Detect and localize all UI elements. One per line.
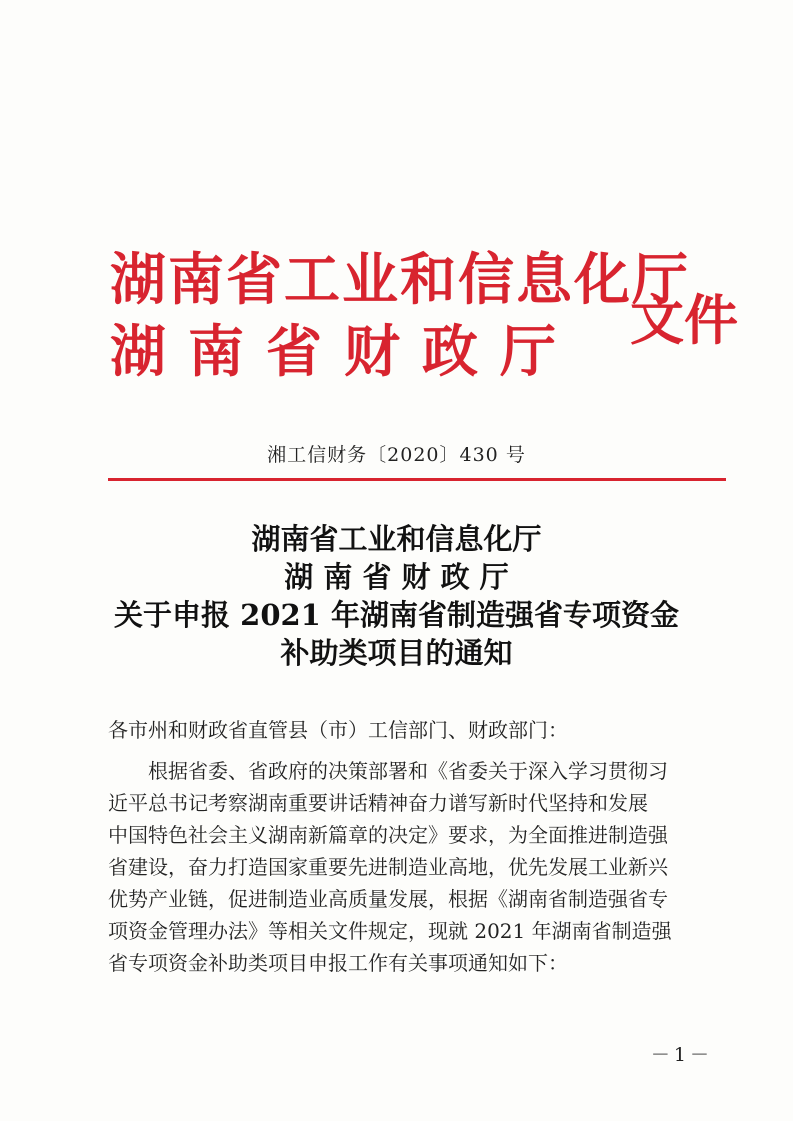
issuer-name-2-char: 政 xyxy=(422,319,478,385)
title-line: 补助类项目的通知 xyxy=(280,636,513,670)
addressee: 各市州和财政省直管县（市）工信部门、财政部门： xyxy=(108,718,568,742)
issuer-name-2-char: 南 xyxy=(188,319,244,385)
issuer-name-2-char: 财 xyxy=(344,319,400,385)
page-number: －1－ xyxy=(650,1044,713,1066)
title-line: 关于申报 2021 年湖南省制造强省专项资金 xyxy=(114,598,679,632)
issuer-name-2-char: 厅 xyxy=(500,319,556,385)
body-line: 中国特色社会主义湖南新篇章的决定》要求，为全面推进制造强 xyxy=(108,823,668,847)
issuer-name-2-char: 省 xyxy=(266,319,322,385)
body-line: 省建设，奋力打造国家重要先进制造业高地，优先发展工业新兴 xyxy=(108,855,668,879)
issuer-suffix: 文件 xyxy=(630,288,738,352)
title-line: 湖 南 省 财 政 厅 xyxy=(284,560,509,594)
body-line: 项资金管理办法》等相关文件规定，现就 2021 年湖南省制造强 xyxy=(108,919,672,943)
body-line: 近平总书记考察湖南重要讲话精神奋力谱写新时代坚持和发展 xyxy=(108,791,648,815)
red-divider xyxy=(108,478,726,481)
document-number: 湘工信财务〔2020〕430 号 xyxy=(267,444,526,466)
issuer-header xyxy=(110,240,750,390)
body-line: 省专项资金补助类项目申报工作有关事项通知如下： xyxy=(108,951,568,975)
issuer-name-2 xyxy=(110,320,578,384)
body-line: 根据省委、省政府的决策部署和《省委关于深入学习贯彻习 xyxy=(148,759,668,783)
issuer-name-1: 湖南省工业和信息化厅 xyxy=(110,247,690,313)
document-title xyxy=(0,520,793,672)
issuer-name-2-char: 湖 xyxy=(110,319,166,385)
title-line: 湖南省工业和信息化厅 xyxy=(251,522,542,556)
body-paragraph xyxy=(108,755,728,979)
body-line: 优势产业链，促进制造业高质量发展，根据《湖南省制造强省专 xyxy=(108,887,668,911)
